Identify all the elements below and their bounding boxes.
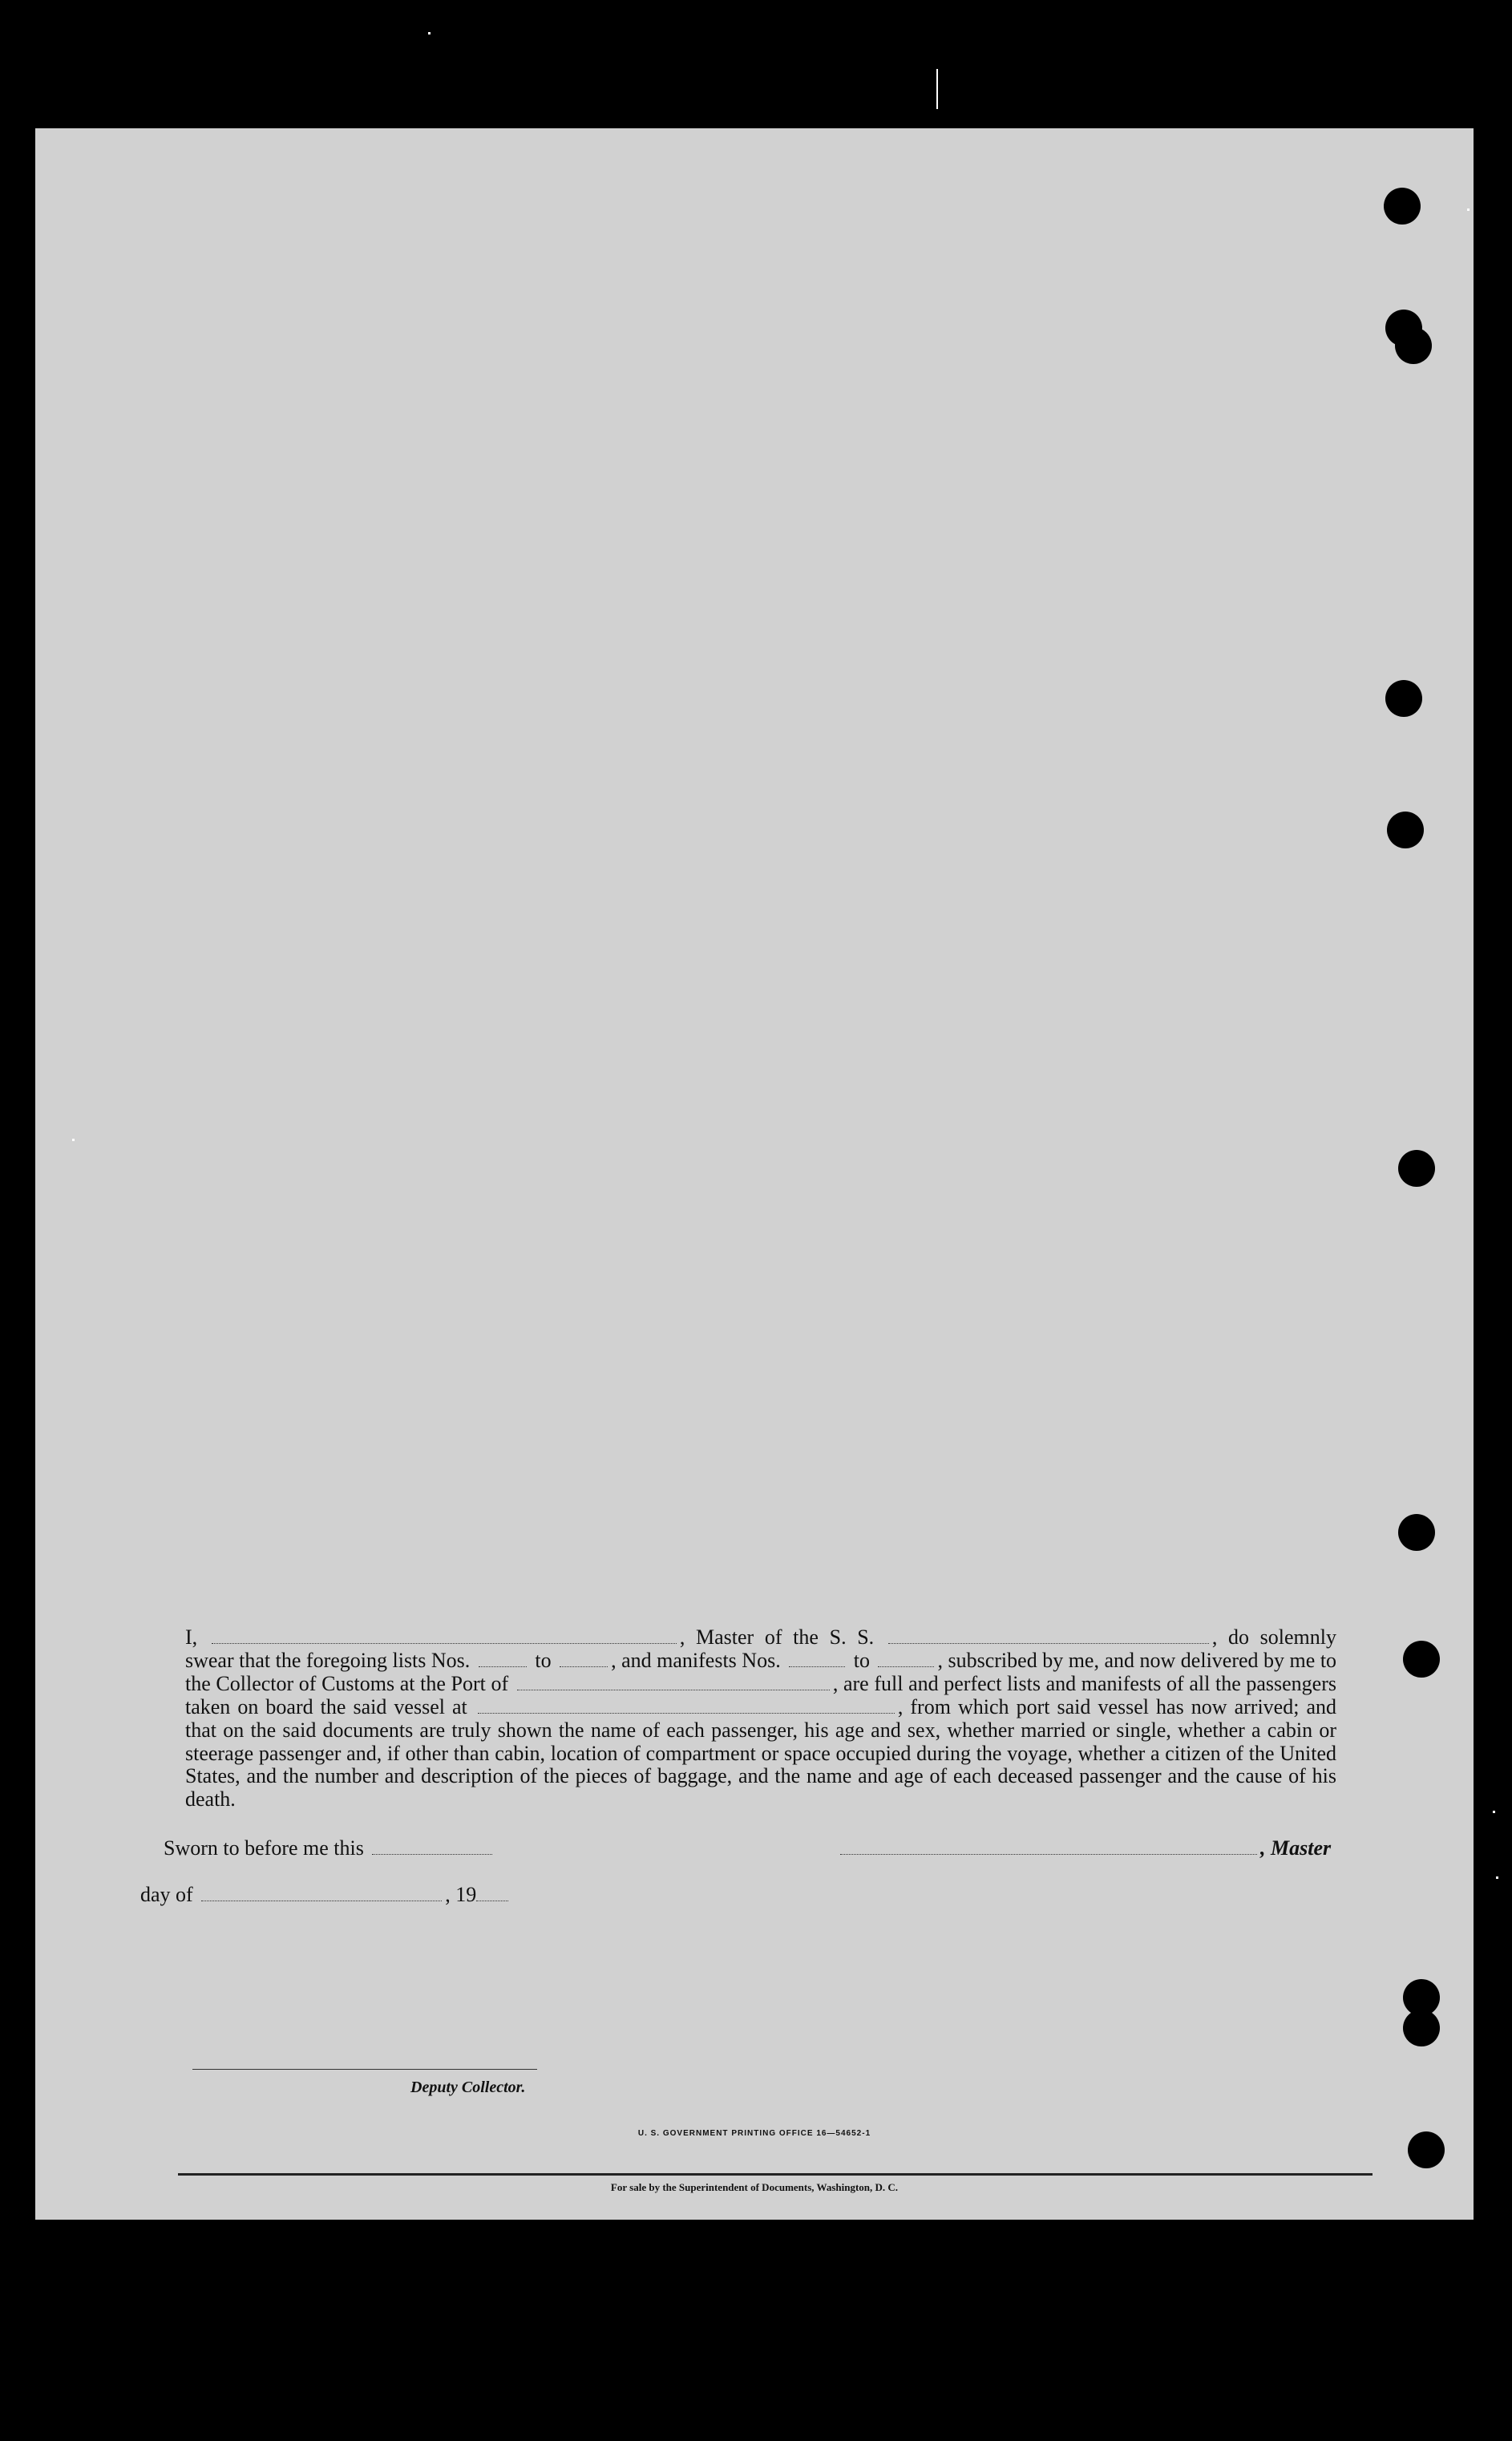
master-label: , Master — [1260, 1836, 1332, 1860]
oath-text-to-2: to — [853, 1648, 870, 1672]
sworn-label: Sworn to before me this — [164, 1836, 364, 1860]
sworn-row — [164, 1836, 495, 1860]
film-speck — [72, 1139, 75, 1141]
sale-notice: For sale by the Superintendent of Documents, Washington, D. C. — [610, 2181, 899, 2193]
punch-hole — [1398, 1514, 1435, 1551]
footer-rule — [178, 2173, 1373, 2176]
punch-hole — [1398, 1150, 1435, 1187]
film-speck — [1467, 208, 1470, 211]
punch-hole — [1385, 680, 1422, 717]
vessel-name-blank[interactable] — [888, 1629, 1209, 1644]
gpo-imprint: U. S. GOVERNMENT PRINTING OFFICE 16—54652-1 — [637, 2129, 871, 2138]
film-speck — [428, 32, 431, 34]
year-label: , 19 — [445, 1883, 477, 1906]
punch-hole — [1408, 2131, 1445, 2168]
master-signature-blank[interactable] — [840, 1840, 1257, 1855]
oath-text-i: I, — [185, 1625, 198, 1649]
manifest-from-blank[interactable] — [789, 1652, 845, 1667]
day-of-label: day of — [140, 1883, 193, 1906]
film-speck — [1496, 1876, 1498, 1879]
oath-paragraph — [140, 1626, 1336, 1812]
port-blank[interactable] — [517, 1675, 830, 1690]
list-to-blank[interactable] — [560, 1652, 608, 1667]
form-page — [35, 128, 1474, 2220]
punch-hole — [1387, 812, 1424, 848]
punch-hole — [1403, 1641, 1440, 1678]
master-name-blank[interactable] — [212, 1629, 677, 1644]
film-mark — [936, 69, 938, 109]
deputy-collector-label: Deputy Collector. — [410, 2079, 526, 2096]
oath-text-declaration: , from which port said vessel has now arrived; and that on the said documents are truly shown the name of each passenger, his age and sex, whether married or single, whether a cabin or steerage passenger and, if other than cabin, location of compartment or space occupied during the voyage, whether a citizen of the United States, and the number and description of the pieces of baggage, and the name and age of each deceased passenger and the cause of his death. — [185, 1694, 1337, 1812]
punch-hole — [1384, 188, 1421, 225]
departure-port-blank[interactable] — [478, 1698, 895, 1714]
sworn-day-blank[interactable] — [372, 1840, 492, 1855]
oath-text-manifests: , and manifests Nos. — [611, 1648, 781, 1672]
punch-hole — [1395, 327, 1432, 364]
oath-text-collector: , subscribed by me, and now delivered by me to the Collector of Customs at the Port of — [185, 1648, 1337, 1695]
list-from-blank[interactable] — [479, 1652, 527, 1667]
year-blank[interactable] — [476, 1886, 508, 1901]
month-blank[interactable] — [201, 1886, 442, 1901]
oath-text-master-ss: , Master of the S. S. — [679, 1625, 875, 1649]
oath-text-taken-on-board: , are full and perfect lists and manifests of all the passengers taken on board the said vessel at — [185, 1671, 1336, 1718]
day-of-row — [140, 1883, 511, 1907]
film-speck — [1493, 1811, 1495, 1813]
deputy-signature-line[interactable] — [192, 2069, 537, 2070]
master-signature-row — [837, 1836, 1331, 1860]
manifest-to-blank[interactable] — [878, 1652, 934, 1667]
oath-text-to-1: to — [535, 1648, 552, 1672]
punch-hole — [1403, 2010, 1440, 2046]
oath-text-swear: , do solemnly swear that the foregoing lists Nos. — [185, 1625, 1337, 1672]
